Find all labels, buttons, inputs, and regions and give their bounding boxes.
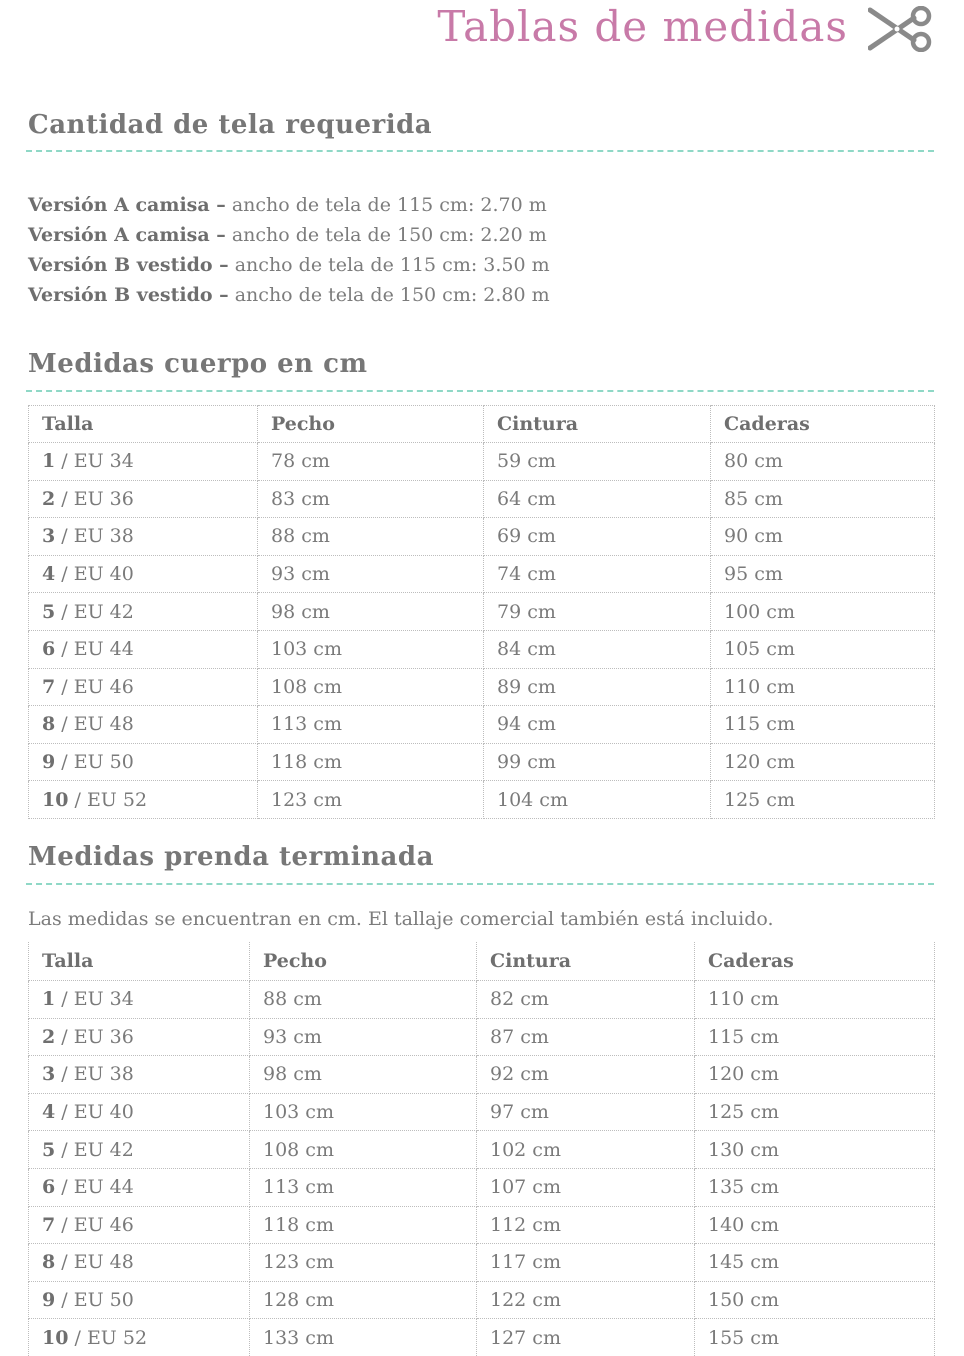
size-eu: / EU 40 [61, 563, 134, 586]
size-number: 9 [42, 1289, 56, 1312]
chest-cell: 133 cm [250, 1319, 477, 1356]
fabric-divider [26, 150, 934, 152]
table-row [29, 706, 935, 744]
size-number: 8 [42, 713, 56, 736]
chest-cell: 118 cm [250, 1206, 477, 1244]
waist-cell: 94 cm [484, 706, 711, 744]
header-size: Talla [29, 942, 250, 981]
size-cell [29, 1168, 250, 1206]
fabric-item-label: Versión A camisa – [28, 194, 226, 216]
table-row [29, 593, 935, 631]
hips-cell: 110 cm [711, 668, 935, 706]
table-row [29, 1018, 935, 1056]
chest-cell: 123 cm [250, 1244, 477, 1282]
table-row [29, 1319, 935, 1356]
waist-cell: 89 cm [484, 668, 711, 706]
hips-cell: 155 cm [695, 1319, 935, 1356]
size-number: 1 [42, 450, 56, 473]
size-cell [29, 743, 258, 781]
size-number: 3 [42, 1063, 56, 1086]
size-number: 6 [42, 1176, 56, 1199]
size-number: 10 [42, 1326, 69, 1349]
chest-cell: 83 cm [258, 480, 484, 518]
waist-cell: 122 cm [477, 1281, 695, 1319]
chest-cell: 88 cm [258, 518, 484, 556]
size-eu: / EU 52 [74, 1326, 148, 1349]
waist-cell: 102 cm [477, 1131, 695, 1169]
size-eu: / EU 50 [61, 1289, 134, 1312]
table-row [29, 630, 935, 668]
size-cell [29, 1244, 250, 1282]
garment-section-title: Medidas prenda terminada [28, 842, 434, 872]
hips-cell: 120 cm [695, 1056, 935, 1094]
garment-divider [26, 883, 934, 885]
chest-cell: 123 cm [258, 781, 484, 819]
waist-cell: 99 cm [484, 743, 711, 781]
table-row [29, 668, 935, 706]
chest-cell: 98 cm [250, 1056, 477, 1094]
hips-cell: 125 cm [695, 1093, 935, 1131]
size-cell [29, 1131, 250, 1169]
size-eu: / EU 48 [61, 1251, 134, 1274]
waist-cell: 64 cm [484, 480, 711, 518]
header-hips: Caderas [695, 942, 935, 981]
chest-cell: 118 cm [258, 743, 484, 781]
waist-cell: 104 cm [484, 781, 711, 819]
hips-cell: 130 cm [695, 1131, 935, 1169]
hips-cell: 85 cm [711, 480, 935, 518]
size-cell [29, 1281, 250, 1319]
size-cell [29, 1206, 250, 1244]
size-number: 5 [42, 1138, 56, 1161]
size-number: 2 [42, 1025, 56, 1048]
table-row [29, 443, 935, 481]
garment-intro-text: Las medidas se encuentran en cm. El tallaje comercial también está incluido. [28, 908, 774, 930]
fabric-section-title: Cantidad de tela requerida [28, 110, 433, 140]
chest-cell: 103 cm [258, 630, 484, 668]
chest-cell: 98 cm [258, 593, 484, 631]
hips-cell: 135 cm [695, 1168, 935, 1206]
size-cell [29, 518, 258, 556]
size-cell [29, 781, 258, 819]
waist-cell: 117 cm [477, 1244, 695, 1282]
fabric-item-label: Versión A camisa – [28, 224, 226, 246]
size-cell [29, 1319, 250, 1356]
chest-cell: 103 cm [250, 1093, 477, 1131]
header-hips: Caderas [711, 406, 935, 443]
size-eu: / EU 44 [61, 1176, 134, 1199]
waist-cell: 59 cm [484, 443, 711, 481]
chest-cell: 108 cm [250, 1131, 477, 1169]
size-eu: / EU 40 [61, 1101, 134, 1124]
size-eu: / EU 34 [61, 988, 134, 1011]
size-number: 5 [42, 600, 56, 623]
header-chest: Pecho [258, 406, 484, 443]
fabric-item [28, 220, 550, 250]
table-row [29, 743, 935, 781]
size-number: 4 [42, 1101, 56, 1124]
table-row [29, 1093, 935, 1131]
size-cell [29, 593, 258, 631]
hips-cell: 125 cm [711, 781, 935, 819]
header-waist: Cintura [484, 406, 711, 443]
size-eu: / EU 46 [61, 1213, 134, 1236]
size-eu: / EU 48 [61, 713, 134, 736]
waist-cell: 82 cm [477, 981, 695, 1019]
hips-cell: 105 cm [711, 630, 935, 668]
hips-cell: 100 cm [711, 593, 935, 631]
table-row [29, 1281, 935, 1319]
waist-cell: 87 cm [477, 1018, 695, 1056]
size-eu: / EU 38 [61, 525, 134, 548]
table-row [29, 480, 935, 518]
table-row [29, 1168, 935, 1206]
body-section-title: Medidas cuerpo en cm [28, 349, 368, 379]
size-cell [29, 706, 258, 744]
waist-cell: 97 cm [477, 1093, 695, 1131]
size-number: 2 [42, 487, 56, 510]
chest-cell: 113 cm [258, 706, 484, 744]
fabric-item [28, 250, 550, 280]
waist-cell: 92 cm [477, 1056, 695, 1094]
size-cell [29, 981, 250, 1019]
fabric-list [28, 190, 550, 310]
fabric-item-text: ancho de tela de 150 cm: 2.20 m [231, 224, 547, 246]
table-header-row [29, 942, 935, 981]
size-number: 7 [42, 675, 56, 698]
table-row [29, 1131, 935, 1169]
chest-cell: 88 cm [250, 981, 477, 1019]
waist-cell: 79 cm [484, 593, 711, 631]
size-number: 9 [42, 751, 56, 774]
hips-cell: 90 cm [711, 518, 935, 556]
fabric-item-text: ancho de tela de 115 cm: 3.50 m [234, 254, 550, 276]
table-row [29, 1056, 935, 1094]
waist-cell: 69 cm [484, 518, 711, 556]
size-number: 10 [42, 788, 69, 811]
hips-cell: 140 cm [695, 1206, 935, 1244]
waist-cell: 127 cm [477, 1319, 695, 1356]
size-cell [29, 1018, 250, 1056]
fabric-item-label: Versión B vestido – [28, 254, 229, 276]
size-eu: / EU 50 [61, 751, 134, 774]
size-number: 6 [42, 638, 56, 661]
garment-measurements-table [28, 942, 935, 1356]
table-row [29, 981, 935, 1019]
chest-cell: 113 cm [250, 1168, 477, 1206]
size-cell [29, 480, 258, 518]
hips-cell: 80 cm [711, 443, 935, 481]
size-eu: / EU 46 [61, 675, 134, 698]
body-divider [26, 390, 934, 392]
size-eu: / EU 36 [61, 487, 134, 510]
size-number: 7 [42, 1213, 56, 1236]
size-eu: / EU 36 [61, 1025, 134, 1048]
hips-cell: 115 cm [695, 1018, 935, 1056]
chest-cell: 78 cm [258, 443, 484, 481]
size-cell [29, 630, 258, 668]
header-size: Talla [29, 406, 258, 443]
chest-cell: 108 cm [258, 668, 484, 706]
fabric-item-label: Versión B vestido – [28, 284, 229, 306]
fabric-item-text: ancho de tela de 150 cm: 2.80 m [234, 284, 550, 306]
size-eu: / EU 42 [61, 600, 134, 623]
chest-cell: 93 cm [250, 1018, 477, 1056]
size-number: 8 [42, 1251, 56, 1274]
hips-cell: 145 cm [695, 1244, 935, 1282]
table-row [29, 781, 935, 819]
hips-cell: 150 cm [695, 1281, 935, 1319]
header-chest: Pecho [250, 942, 477, 981]
size-cell [29, 555, 258, 593]
table-row [29, 518, 935, 556]
size-eu: / EU 44 [61, 638, 134, 661]
size-cell [29, 1093, 250, 1131]
size-eu: / EU 52 [74, 788, 148, 811]
table-header-row [29, 406, 935, 443]
size-cell [29, 668, 258, 706]
page-title: Tablas de medidas [437, 2, 848, 51]
hips-cell: 115 cm [711, 706, 935, 744]
fabric-item [28, 190, 550, 220]
size-number: 3 [42, 525, 56, 548]
chest-cell: 128 cm [250, 1281, 477, 1319]
size-cell [29, 443, 258, 481]
waist-cell: 74 cm [484, 555, 711, 593]
hips-cell: 120 cm [711, 743, 935, 781]
chest-cell: 93 cm [258, 555, 484, 593]
fabric-item [28, 280, 550, 310]
size-number: 1 [42, 988, 56, 1011]
fabric-item-text: ancho de tela de 115 cm: 2.70 m [231, 194, 547, 216]
size-cell [29, 1056, 250, 1094]
scissors-icon [868, 6, 934, 52]
header-waist: Cintura [477, 942, 695, 981]
waist-cell: 84 cm [484, 630, 711, 668]
table-row [29, 1206, 935, 1244]
body-measurements-table [28, 405, 935, 819]
hips-cell: 110 cm [695, 981, 935, 1019]
waist-cell: 107 cm [477, 1168, 695, 1206]
size-eu: / EU 42 [61, 1138, 134, 1161]
size-eu: / EU 38 [61, 1063, 134, 1086]
size-eu: / EU 34 [61, 450, 134, 473]
size-number: 4 [42, 563, 56, 586]
table-row [29, 555, 935, 593]
hips-cell: 95 cm [711, 555, 935, 593]
waist-cell: 112 cm [477, 1206, 695, 1244]
table-row [29, 1244, 935, 1282]
